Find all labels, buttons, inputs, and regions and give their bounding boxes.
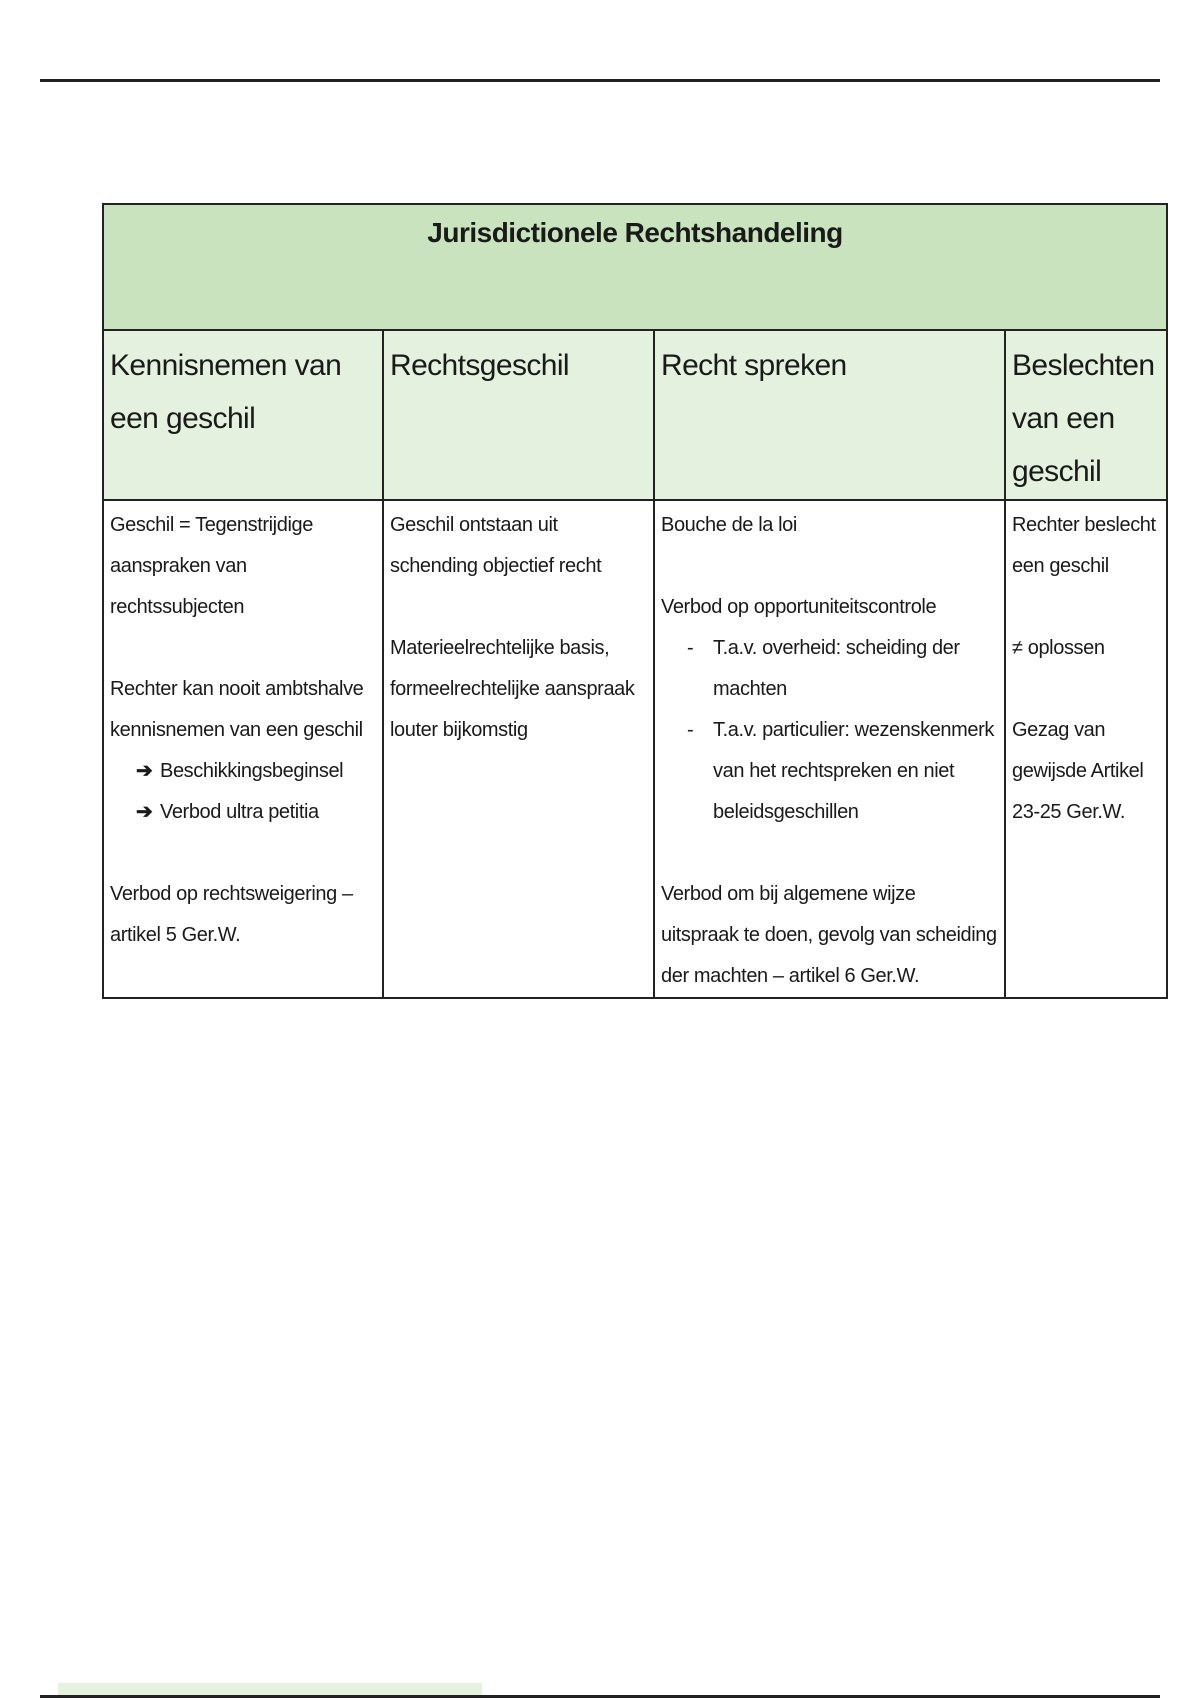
cell-paragraph: Verbod om bij algemene wijze uitspraak te doen, gevolg van scheiding der machten – artikel 6 Ger.W.: [661, 883, 997, 987]
footer-tint-bar: [58, 1683, 482, 1695]
column-header: Beslechten van een geschil: [1012, 349, 1155, 488]
column-header: Recht spreken: [661, 349, 847, 382]
list-item-text: T.a.v. particulier: wezenskenmerk van het rechtspreken en niet beleidsgeschillen: [713, 719, 994, 823]
body-cell-kennisnemen: [103, 500, 383, 998]
list-item-text: Verbod ultra petitia: [160, 801, 319, 823]
list-item-text: T.a.v. overheid: scheiding der machten: [713, 637, 960, 700]
cell-paragraph: Verbod op rechtsweigering – artikel 5 Ger.W.: [110, 883, 353, 946]
header-cell-kennisnemen: [103, 330, 383, 500]
body-cell-rechtsgeschil: [383, 500, 654, 998]
list-item-text: Beschikkingsbeginsel: [160, 760, 344, 782]
dash-bullet-icon: -: [687, 719, 694, 741]
cell-paragraph: Rechter kan nooit ambtshalve kennisnemen van een geschil: [110, 678, 364, 741]
cell-paragraph: Rechter beslecht een geschil: [1012, 514, 1156, 577]
top-divider: [40, 79, 1160, 82]
cell-paragraph: Geschil = Tegenstrijdige aanspraken van rechtssubjecten: [110, 514, 313, 618]
header-cell-beslechten: [1005, 330, 1167, 500]
column-header: Kennisnemen van een geschil: [110, 349, 342, 435]
header-cell-recht-spreken: [654, 330, 1005, 500]
arrow-right-icon: ➔: [136, 801, 153, 823]
dash-list-item: [661, 710, 998, 833]
jurisdiction-table: [102, 203, 1168, 999]
cell-paragraph: Geschil ontstaan uit schending objectief recht: [390, 514, 602, 577]
body-cell-beslechten: [1005, 500, 1167, 998]
bottom-divider: [40, 1695, 1160, 1698]
table-title-cell: [103, 204, 1167, 330]
dash-list-item: [661, 628, 998, 710]
body-cell-recht-spreken: [654, 500, 1005, 998]
dash-bullet-icon: -: [687, 637, 694, 659]
arrow-right-icon: ➔: [136, 760, 153, 782]
arrow-list-item: [110, 751, 376, 792]
cell-paragraph: Gezag van gewijsde Artikel 23-25 Ger.W.: [1012, 719, 1144, 823]
cell-paragraph: Bouche de la loi: [661, 514, 797, 536]
table-title: Jurisdictionele Rechtshandeling: [427, 217, 843, 248]
column-header: Rechtsgeschil: [390, 349, 569, 382]
cell-paragraph: Materieelrechtelijke basis, formeelrechtelijke aanspraak louter bijkomstig: [390, 637, 635, 741]
cell-paragraph: ≠ oplossen: [1012, 637, 1105, 659]
cell-paragraph: Verbod op opportuniteitscontrole: [661, 596, 937, 618]
arrow-list-item: [110, 792, 376, 833]
header-cell-rechtsgeschil: [383, 330, 654, 500]
